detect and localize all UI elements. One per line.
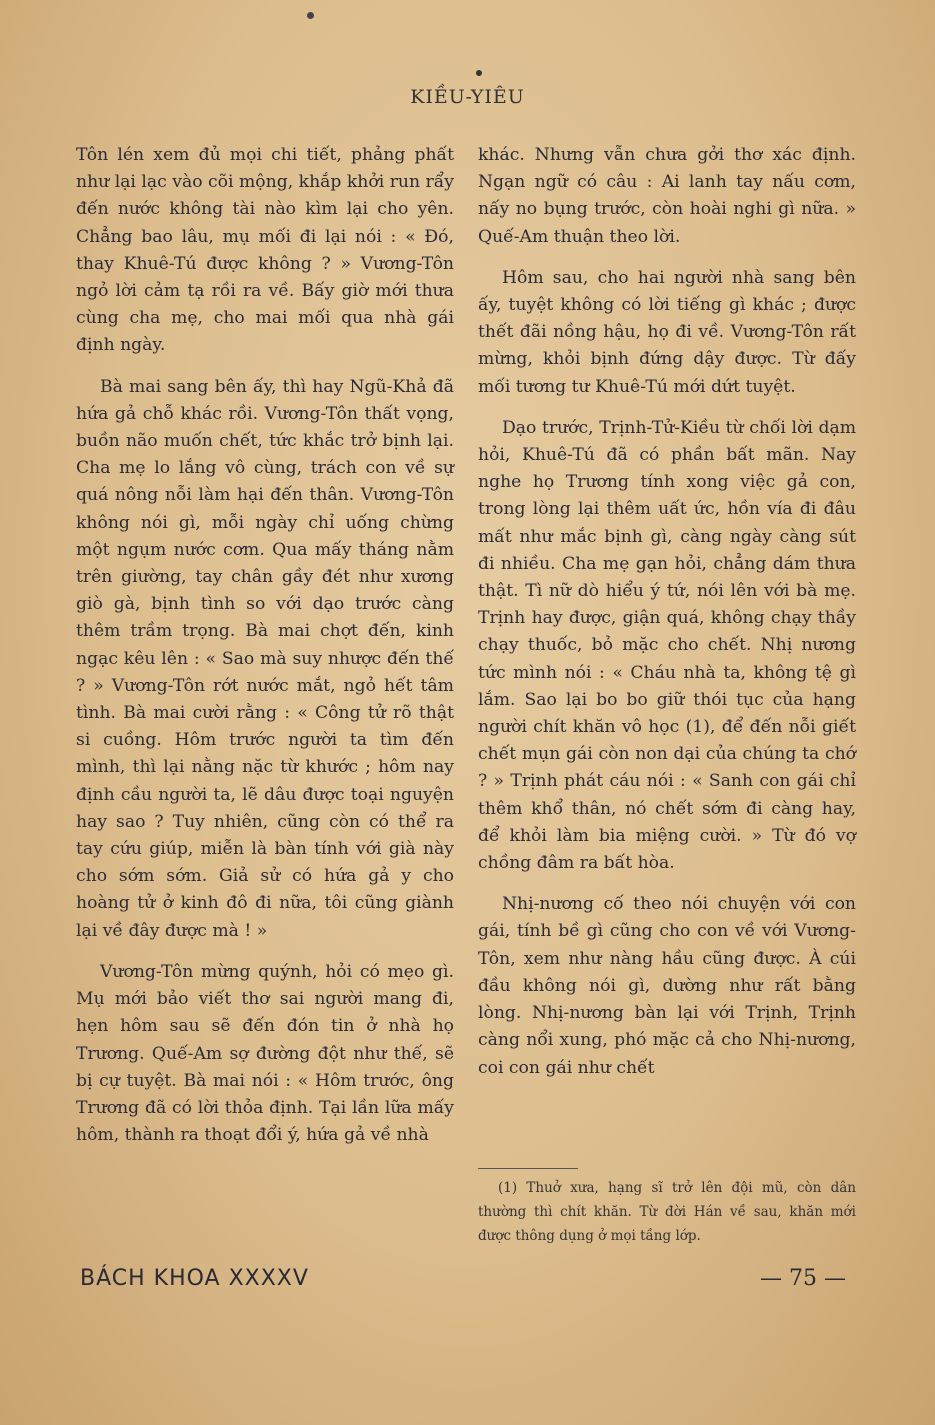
paragraph: Tôn lén xem đủ mọi chi tiết, phảng phất như lại lạc vào cõi mộng, khắp khởi run rẩy đến nước không tài nào kìm lại cho yên. Chẳng bao lâu, mụ mối đi lại nói : « Đó, thay Khuê-Tú được không ? » Vương-Tôn ngỏ lời cảm tạ rồi ra về. Bấy giờ mới thưa cùng cha mẹ, cho mai mối qua nhà gái định ngày. bbox=[76, 145, 454, 356]
publication-name: BÁCH KHOA XXXXV bbox=[80, 1266, 309, 1291]
page-number: — 75 — bbox=[760, 1266, 846, 1291]
paragraph: Vương-Tôn mừng quýnh, hỏi có mẹo gì. Mụ mới bảo viết thơ sai người mang đi, hẹn hôm sau sẽ đến đón tin ở nhà họ Trương. Quế-Am sợ đường đột như thế, sẽ bị cự tuyệt. Bà mai nói : « Hôm trước, ông Trương đã có lời thỏa định. Tại lần lữa mấy hôm, thành ra thoạt đổi ý, hứa gả về nhà bbox=[76, 961, 454, 1146]
paragraph: Nhị-nương cố theo nói chuyện với con gái, tính bề gì cũng cho con về với Vương-Tôn, xem như nàng hầu cũng được. À cúi đầu không nói gì, dường như rất bằng lòng. Nhị-nương bàn lại với Trịnh, Trịnh càng nổi xung, phó mặc cả cho Nhị-nương, coi con gái như chết bbox=[478, 894, 856, 1078]
paragraph: Dạo trước, Trịnh-Tử-Kiều từ chối lời dạm hỏi, Khuê-Tú đã có phần bất mãn. Nay nghe họ Trương tính xong việc gả con, trong lòng lại thêm uất ức, hồn vía đi đâu mất như mắc bịnh gì, càng ngày càng sút đi nhiều. Cha mẹ gạn hỏi, chẳng dám thưa thật. Tì nữ dò hiểu ý tứ, nói lên với bà mẹ. Trịnh hay được, giận quá, không chạy thầy chạy thuốc, bỏ mặc cho chết. Nhị nương tức mình nói : « Cháu nhà ta, không tệ gì lắm. Sao lại bo bo giữ thói tục của hạng người chít khăn vô học (1), để đến nỗi giết chết mụn gái còn non dại của chúng ta chớ ? » Trịnh phát cáu nói : « Sanh con gái chỉ thêm khổ thân, nó chết sớm đi càng hay, để khỏi làm bia miệng cười. » Từ đó vợ chồng đâm ra bất hòa. bbox=[478, 417, 856, 874]
paragraph: Bà mai sang bên ấy, thì hay Ngũ-Khả đã hứa gả chỗ khác rồi. Vương-Tôn thất vọng, buồn não muốn chết, tức khắc trở bịnh lại. Cha mẹ lo lắng vô cùng, trách con về sự quá nông nỗi làm hại đến thân. Vương-Tôn không nói gì, mỗi ngày chỉ uống chừng một ngụm nước cơm. Qua mấy tháng nằm trên giường, tay chân gầy đét như xương giò gà, bịnh tình so với dạo trước càng thêm trầm trọng. Bà mai chợt đến, kinh ngạc kêu lên : « Sao mà suy nhược đến thế ? » Vương-Tôn rớt nước mắt, ngỏ hết tâm tình. Bà mai cười rằng : « Công tử rõ thật si cuồng. Hôm trước người ta tìm đến mình, thì lại nằng nặc từ khước ; hôm nay định cầu người ta, lẽ dâu được toại nguyện hay sao ? Tuy nhiên, cũng còn có thể ra tay cứu giúp, miễn là bàn tính với già này cho sớm sớm. Giả sử có hứa gả y cho hoàng tử ở kinh đô đi nữa, tôi cũng giành lại về đây được mà ! » bbox=[76, 376, 454, 941]
footnote: (1) Thuở xưa, hạng sĩ trở lên đội mũ, còn dân thường thì chít khăn. Từ đời Hán về sau, khăn mới được thông dụng ở mọi tầng lớp. bbox=[478, 1180, 856, 1244]
footnote-divider bbox=[478, 1168, 578, 1169]
right-column bbox=[478, 142, 856, 1096]
paragraph: Hôm sau, cho hai người nhà sang bên ấy, tuyệt không có lời tiếng gì khác ; được thết đãi nồng hậu, họ đi về. Vương-Tôn rất mừng, khỏi bịnh đứng dậy được. Từ đấy mối tương tư Khuê-Tú mới dứt tuyệt. bbox=[478, 267, 856, 397]
header-dot-mark bbox=[476, 70, 482, 76]
running-header: KIỀU-YIÊU bbox=[410, 86, 525, 108]
ink-dot-mark bbox=[307, 12, 314, 19]
paragraph: khác. Nhưng vẫn chưa gởi thơ xác định. Ngạn ngữ có câu : Ai lanh tay nấu cơm, nấy no bụng trước, còn hoài nghi gì nữa. » Quế-Am thuận theo lời. bbox=[478, 145, 856, 247]
left-column bbox=[76, 142, 454, 1163]
